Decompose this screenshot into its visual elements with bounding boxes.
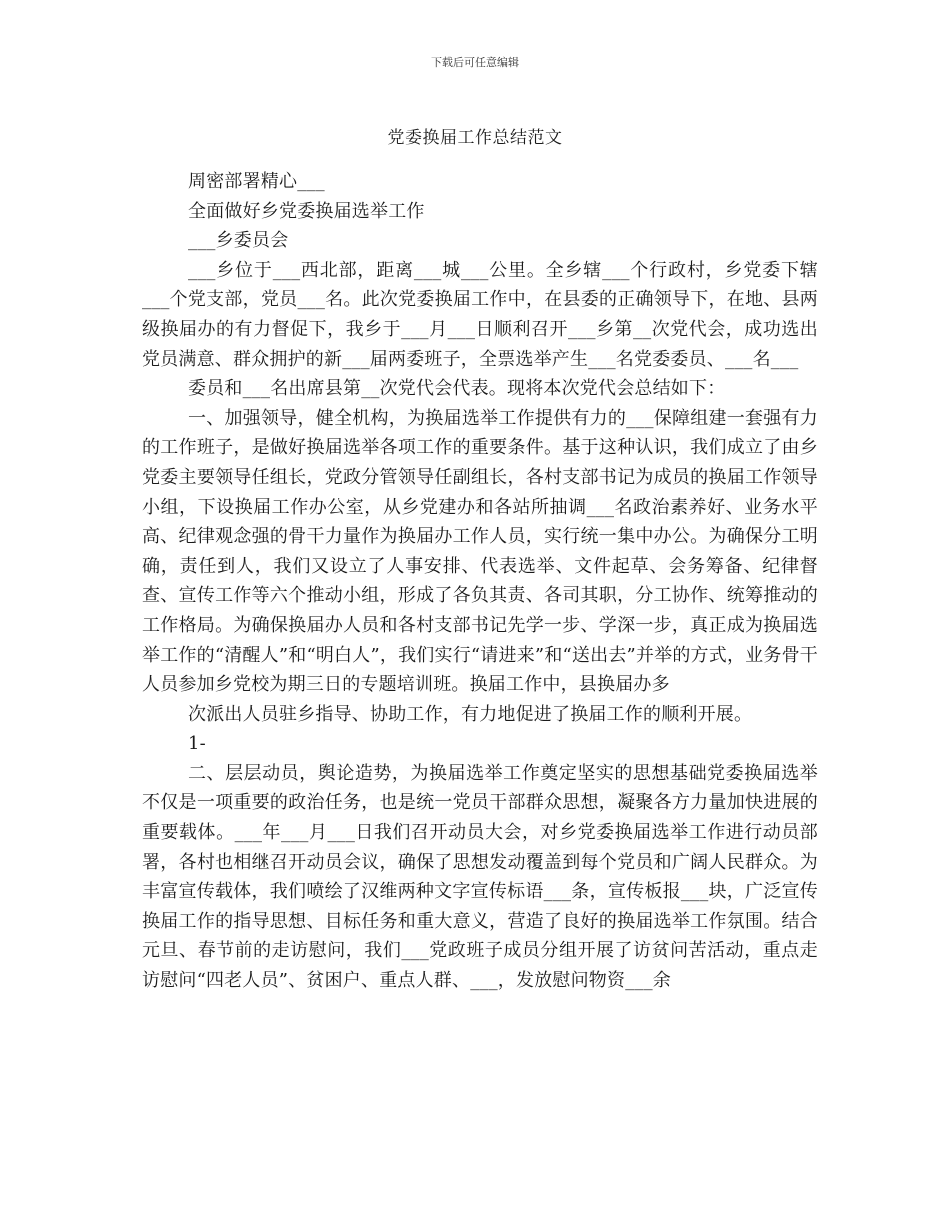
paragraph-intro-cont: 委员和___名出席县第__次党代会代表。现将本次党代会总结如下： xyxy=(188,378,726,400)
paragraph-subtitle-2: 全面做好乡党委换届选举工作 xyxy=(188,200,425,222)
header-note: 下载后可任意编辑 xyxy=(431,56,519,69)
document-body xyxy=(142,167,818,996)
paragraph-section-2: 二、层层动员，舆论造势，为换届选举工作奠定坚实的思想基础党委换届选举不仅是一项重要的政治任务，也是统一党员干部群众思想，凝聚各方力量加快进展的重要载体。___年___月___日我们召开动员大会，对乡党委换届选举工作进行动员部署，各村也相继召开动员会议，确保了思想发动覆盖到每个党员和广阔人民群众。为丰富宣传载体，我们喷绘了汉维两种文字宣传标语___条，宣传板报___块，广泛宣传换届工作的指导思想、目标任务和重大意义，营造了良好的换届选举工作氛围。结合元旦、春节前的走访慰问，我们___党政班子成员分组开展了访贫问苦活动，重点走访慰问“四老人员”、贫困户、重点人群、___，发放慰问物资___余 xyxy=(142,762,818,992)
paragraph-intro: ___乡位于___西北部，距离___城___公里。全乡辖___个行政村，乡党委下辖___个党支部，党员___名。此次党委换届工作中，在县委的正确领导下，在地、县两级换届办的有力督促下，我乡于___月___日顺利召开___乡第__次党代会，成功选出党员满意、群众拥护的新___届两委班子，全票选举产生___名党委委员、___名___ xyxy=(142,259,818,370)
paragraph-subtitle-1: 周密部署精心___ xyxy=(188,171,325,192)
paragraph-author: ___乡委员会 xyxy=(188,230,289,252)
paragraph-section-1-cont: 次派出人员驻乡指导、协助工作，有力地促进了换届工作的顺利开展。 xyxy=(188,703,753,725)
paragraph-section-1: 一、加强领导，健全机构，为换届选举工作提供有力的___保障组建一套强有力的工作班子，是做好换届选举各项工作的重要条件。基于这种认识，我们成立了由乡党委主要领导任组长，党政分管领导任副组长，各村支部书记为成员的换届工作领导小组，下设换届工作办公室，从乡党建办和各站所抽调___名政治素养好、业务水平高、纪律观念强的骨干力量作为换届办工作人员，实行统一集中办公。为确保分工明确，责任到人，我们又设立了人事安排、代表选举、文件起草、会务筹备、纪律督查、宣传工作等六个推动小组，形成了各负其责、各司其职，分工协作、统筹推动的工作格局。为确保换届办人员和各村支部书记先学一步、学深一步，真正成为换届选举工作的“清醒人”和“明白人”，我们实行“请进来”和“送出去”并举的方式，业务骨干人员参加乡党校为期三日的专题培训班。换届工作中，县换届办多 xyxy=(142,407,818,696)
page-number: 1- xyxy=(188,733,206,755)
document-title: 党委换届工作总结范文 xyxy=(387,128,563,148)
